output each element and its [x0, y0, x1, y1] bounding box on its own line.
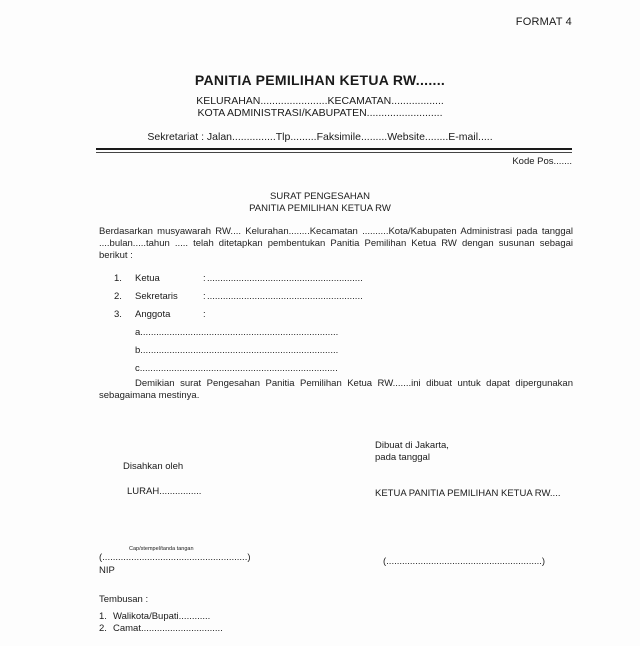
anggota-item-c: c........................................................................... — [135, 363, 338, 374]
member-colon: : — [203, 309, 206, 320]
disahkan-label: Disahkan oleh — [123, 461, 184, 472]
kode-pos: Kode Pos....... — [512, 156, 572, 167]
member-colon: : — [203, 273, 206, 284]
place-line: Dibuat di Jakarta, — [375, 440, 449, 451]
tembusan-number: 1. — [99, 611, 107, 622]
letter-subtitle: PANITIA PEMILIHAN KETUA RW — [249, 203, 391, 214]
stamp-note: Cap/stempel/tanda tangan — [129, 546, 194, 552]
anggota-item-a: a........................................................................... — [135, 327, 339, 338]
lurah-name-placeholder: (.......................................................) — [99, 552, 251, 563]
format-label: FORMAT 4 — [515, 16, 572, 28]
ketua-panitia-label: KETUA PANITIA PEMILIHAN KETUA RW.... — [375, 488, 561, 499]
member-label-ketua: Ketua — [135, 273, 160, 284]
tembusan-item-camat: Camat............................... — [113, 623, 223, 634]
tembusan-label: Tembusan : — [99, 594, 149, 605]
member-label-anggota: Anggota — [135, 309, 171, 320]
header-rule-thick — [96, 148, 572, 150]
member-fill-line: ........................................................... — [207, 273, 363, 284]
header-rule-thin — [96, 152, 572, 153]
kota-line: KOTA ADMINISTRASI/KABUPATEN.......................... — [197, 107, 443, 119]
member-label-sekretaris: Sekretaris — [135, 291, 178, 302]
ketua-name-placeholder: (...........................................................) — [383, 556, 546, 567]
member-number: 1. — [114, 273, 122, 284]
letter-title: SURAT PENGESAHAN — [270, 191, 370, 202]
sekretariat-line: Sekretariat : Jalan...............Tlp.........Faksimile.........Website........E-mail..... — [147, 131, 493, 143]
document-title: PANITIA PEMILIHAN KETUA RW....... — [194, 72, 446, 88]
member-colon: : — [203, 291, 206, 302]
kelurahan-line: KELURAHAN.......................KECAMATAN.................. — [196, 95, 444, 107]
member-number: 3. — [114, 309, 122, 320]
date-line: pada tanggal — [375, 452, 430, 463]
lurah-label: LURAH................ — [127, 486, 202, 497]
member-number: 2. — [114, 291, 122, 302]
member-fill-line: ........................................................... — [207, 291, 363, 302]
nip-label: NIP — [99, 565, 115, 576]
tembusan-number: 2. — [99, 623, 107, 634]
opening-paragraph: Berdasarkan musyawarah RW.... Kelurahan........Kecamatan ..........Kota/Kabupaten Administrasi pada tanggal ....bulan.....tahun ..... telah ditetapkan pembentukan Panitia Pemilihan Ketua RW dengan susunan sebagai berikut : — [99, 226, 573, 261]
tembusan-item-walikota: Walikota/Bupati............ — [113, 611, 211, 622]
anggota-item-b: b........................................................................... — [135, 345, 339, 356]
closing-paragraph: Demikian surat Pengesahan Panitia Pemilihan Ketua RW.......ini dibuat untuk dapat dipergunakan sebagaimana mestinya. — [99, 378, 573, 401]
